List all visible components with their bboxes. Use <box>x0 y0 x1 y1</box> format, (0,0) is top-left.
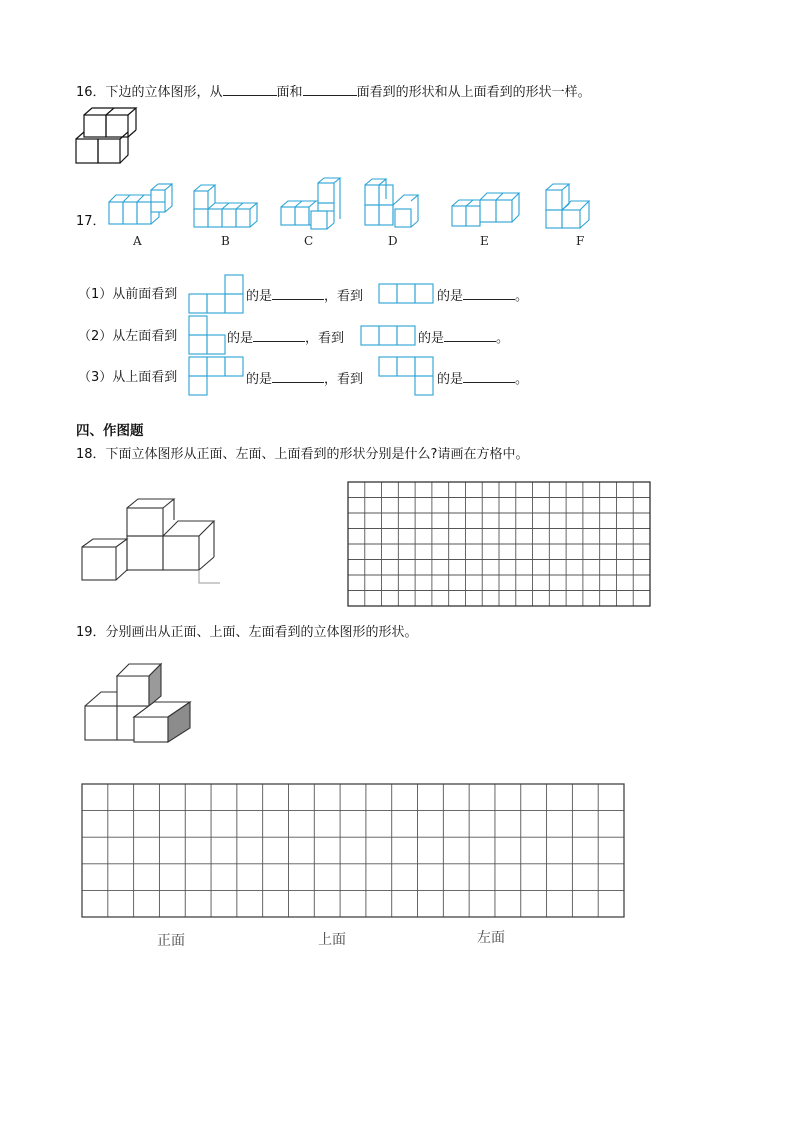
q17-row-1-shape-b <box>378 283 438 305</box>
q16-cube-figure <box>75 108 135 168</box>
q17-row-2-prefix: （2）从左面看到 <box>78 329 178 344</box>
q17-row-3-stop: 。 <box>515 372 529 387</box>
q17-row-3-blank-1[interactable] <box>272 370 324 383</box>
q17-label-f: F <box>576 234 585 248</box>
q19-text: 19．分别画出从正面、上面、左面看到的立体图形的形状。 <box>76 625 418 640</box>
q17-label-c: C <box>304 234 314 248</box>
q17-figure-f <box>545 184 605 232</box>
q17-row-1-text <box>246 287 363 305</box>
q17-row-2-end: 的是 <box>418 331 445 346</box>
q17-row-1-blank-1[interactable] <box>272 287 324 300</box>
q19-answer-grid[interactable] <box>81 783 627 921</box>
q17-row-1-blank-2[interactable] <box>463 287 515 300</box>
q17-row-2-shape-b <box>360 325 420 347</box>
q17-label-d: D <box>388 234 398 248</box>
q19-label-front: 正面 <box>157 933 185 949</box>
q17-row-2-text <box>227 329 344 347</box>
q19-label-left: 左面 <box>477 930 505 946</box>
q17-row-3-shape-b <box>378 356 438 398</box>
q17-row-3-shape-a <box>188 356 248 398</box>
q18-answer-grid[interactable] <box>347 481 651 608</box>
q17-row-2-tail <box>418 329 509 347</box>
q17-row-2-look: ，看到 <box>305 331 345 346</box>
q17-figure-a <box>108 189 178 231</box>
q17-row-2-mid: 的是 <box>227 331 254 346</box>
q17-row-2-blank-2[interactable] <box>444 329 496 342</box>
q17-figure-b <box>193 185 263 231</box>
q17-row-1-mid: 的是 <box>246 289 273 304</box>
q16-part2: 面和 <box>276 85 303 100</box>
q17-row-1-prefix: （1）从前面看到 <box>78 287 178 302</box>
q17-figure-d <box>364 181 434 231</box>
q17-row-1-tail <box>437 287 528 305</box>
q17-number: 17． <box>76 214 106 229</box>
q17-row-3-tail <box>437 370 528 388</box>
q17-row-3-end: 的是 <box>437 372 464 387</box>
q19-label-top: 上面 <box>318 932 346 948</box>
q17-row-3-mid: 的是 <box>246 372 273 387</box>
q16-part3: 面看到的形状和从上面看到的形状一样。 <box>356 85 591 100</box>
q17-row-1-end: 的是 <box>437 289 464 304</box>
q17-label-e: E <box>480 234 489 248</box>
q17-row-2-shape-a <box>188 314 230 356</box>
q18-text: 18．下面立体图形从正面、左面、上面看到的形状分别是什么?请画在方格中。 <box>76 447 529 462</box>
q17-row-1-shape-a <box>188 273 248 315</box>
section-4-title: 四、作图题 <box>76 423 144 439</box>
q17-label-a: A <box>133 234 142 248</box>
q17-row-2-stop: 。 <box>496 331 510 346</box>
q17-row-2-blank-1[interactable] <box>253 329 305 342</box>
q17-row-3-blank-2[interactable] <box>463 370 515 383</box>
q17-row-3-prefix: （3）从上面看到 <box>78 370 178 385</box>
q17-row-1-look: ，看到 <box>324 289 364 304</box>
q19-cube-figure <box>84 662 196 744</box>
q18-cube-figure <box>80 499 220 584</box>
q17-label-b: B <box>221 234 230 248</box>
q17-row-1-stop: 。 <box>515 289 529 304</box>
q16-blank-1[interactable] <box>223 83 277 96</box>
q16-text <box>76 83 591 101</box>
q17-figure-e <box>451 188 526 232</box>
q17-row-3-look: ，看到 <box>324 372 364 387</box>
q17-row-3-text <box>246 370 363 388</box>
q16-blank-2[interactable] <box>303 83 357 96</box>
q16-part1: 16．下边的立体图形，从 <box>76 85 223 100</box>
q17-figure-c <box>280 181 350 231</box>
